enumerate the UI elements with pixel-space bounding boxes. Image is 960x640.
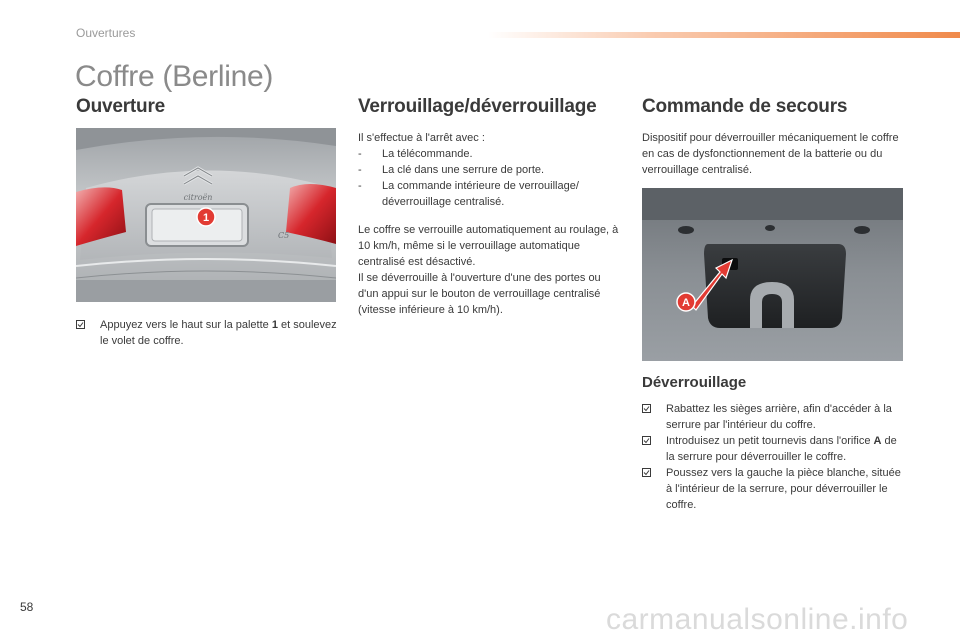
heading-commande-secours: Commande de secours	[642, 96, 848, 117]
heading-deverrouillage: Déverrouillage	[642, 374, 747, 391]
heading-verrouillage: Verrouillage/déverrouillage	[358, 96, 597, 117]
deverrouillage-section	[642, 374, 904, 513]
commande-secours-intro: Dispositif pour déverrouiller mécaniquement le coffre en cas de dysfonctionnement de la batterie ou du verrouillage centralisé.	[642, 132, 899, 176]
list-item: - La commande intérieure de verrouillage/ déverrouillage centralisé.	[358, 178, 620, 210]
verrouillage-list	[358, 146, 620, 210]
trunk-lock-photo	[642, 188, 903, 361]
page-title: Coffre (Berline)	[75, 60, 274, 93]
column-verrouillage	[358, 96, 620, 318]
checkbox-bullet-icon	[76, 320, 85, 329]
section-label: Ouvertures	[76, 26, 136, 40]
car-trunk-photo	[76, 128, 336, 302]
svg-text:C5: C5	[278, 231, 290, 240]
list-item: Poussez vers la gauche la pièce blanche, située à l'intérieur de la serrure, pour déverrouiller le coffre.	[642, 465, 904, 513]
column-ouverture	[76, 96, 338, 130]
watermark: carmanualsonline.info	[606, 603, 909, 636]
verrouillage-auto-paragraph: Le coffre se verrouille automatiquement au roulage, à 10 km/h, même si le verrouillage automatique centralisé est désactivé.	[358, 224, 619, 268]
verrouillage-unlock-paragraph: Il se déverrouille à l'ouverture d'une des portes ou d'un appui sur le bouton de verrouillage centralisé (vitesse inférieure à 10 km/h).	[358, 272, 601, 316]
list-item: Introduisez un petit tournevis dans l'orifice A de la serrure pour déverrouiller le coffre.	[642, 433, 904, 465]
verrouillage-intro: Il s'effectue à l'arrêt avec :	[358, 132, 485, 144]
page-number: 58	[20, 600, 34, 614]
ouverture-step	[76, 317, 338, 349]
callout-1: 1	[202, 212, 210, 224]
list-item: - La clé dans une serrure de porte.	[358, 162, 620, 178]
header-accent-rule	[488, 32, 960, 38]
svg-text:citroën: citroën	[183, 193, 213, 202]
column-commande-secours	[642, 96, 904, 178]
checkbox-bullet-icon	[642, 436, 651, 445]
checkbox-bullet-icon	[642, 468, 651, 477]
list-item: Rabattez les sièges arrière, afin d'accéder à la serrure par l'intérieur du coffre.	[642, 401, 904, 433]
heading-ouverture: Ouverture	[76, 96, 166, 117]
list-item: - La télécommande.	[358, 146, 620, 162]
checkbox-bullet-icon	[642, 404, 651, 413]
list-item: Appuyez vers le haut sur la palette 1 et soulevez le volet de coffre.	[76, 317, 338, 349]
callout-a: A	[682, 297, 690, 309]
